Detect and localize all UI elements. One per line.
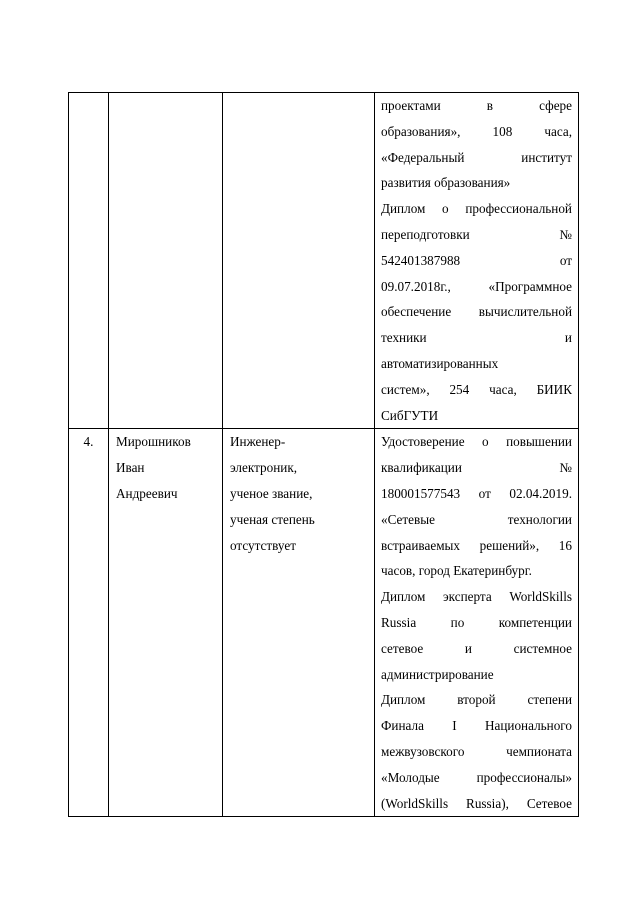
education-cell [375,93,579,429]
education-line: часов, город Екатеринбург. [381,563,532,579]
education-line: систем», 254 часа, БИИК [381,381,572,397]
position-line: ученая степень [230,511,315,527]
name-cell [109,93,223,429]
staff-qualification-table [68,92,579,817]
education-line: (WorldSkills Russia), Сетевое [381,795,572,811]
education-line: СибГУТИ [381,407,439,423]
education-line: межвузовского чемпионата [381,743,572,759]
table-row [69,93,579,429]
row-number-cell [69,93,109,429]
education-line: администрирование [381,666,494,682]
education-line: Диплом эксперта WorldSkills [381,589,572,605]
education-line: «Федеральный институт [381,149,572,165]
name-line: Мирошников [116,434,191,450]
name-line: Андреевич [116,485,178,501]
position-cell [223,429,375,817]
education-line: Russia по компетенции [381,614,572,630]
education-line: переподготовки № [381,226,572,242]
table-body [69,93,579,817]
position-line: отсутствует [230,537,296,553]
education-line: техники и [381,330,572,346]
education-line: 180001577543 от 02.04.2019. [381,485,572,501]
education-line: сетевое и системное [381,640,572,656]
education-line: проектами в сфере [381,98,572,113]
education-line: развития образования» [381,175,511,191]
table-row [69,429,579,817]
education-line: Финала I Национального [381,718,572,734]
row-number [69,93,108,119]
name-cell [109,429,223,817]
education-line: «Сетевые технологии [381,511,572,527]
name-line: Иван [116,460,145,476]
education-line: встраиваемых решений», 16 [381,537,572,553]
position-line: Инженер- [230,434,286,450]
row-number: 4. [83,434,94,450]
education-line: 542401387988 от [381,252,572,268]
education-line: образования», 108 часа, [381,123,572,139]
education-line: обеспечение вычислительной [381,304,572,320]
row-number-cell [69,429,109,817]
education-line: Удостоверение о повышении [381,434,572,450]
education-line: 09.07.2018г., «Программное [381,278,572,294]
education-line: автоматизированных [381,355,499,371]
education-line: Диплом второй степени [381,692,572,708]
education-cell [375,429,579,817]
education-line: квалификации № [381,460,572,476]
position-line: ученое звание, [230,485,313,501]
position-line: электроник, [230,460,298,476]
education-line: «Молодые профессионалы» [381,769,572,785]
education-line: Диплом о профессиональной [381,201,572,217]
position-cell [223,93,375,429]
